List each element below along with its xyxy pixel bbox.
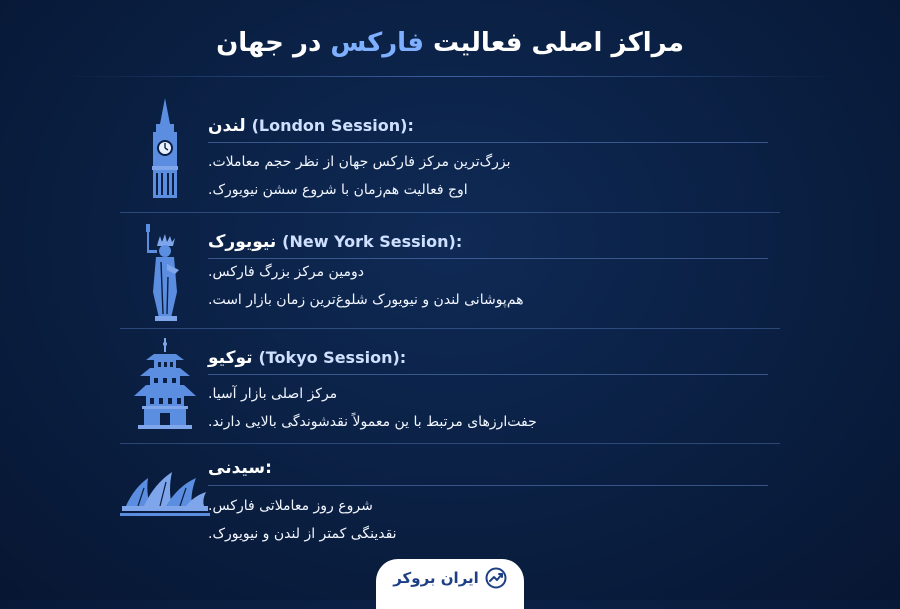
section-line: نقدینگی کمتر از لندن و نیویورک.: [208, 526, 397, 542]
section-heading: [208, 232, 462, 252]
heading-rule: [208, 142, 768, 143]
section-line: بزرگ‌ترین مرکز فارکس جهان از نظر حجم معاملات.: [208, 154, 511, 170]
section-heading: [208, 116, 414, 136]
big-ben-icon: [120, 98, 210, 200]
section-line: اوج فعالیت هم‌زمان با شروع سشن نیویورک.: [208, 182, 468, 198]
section-new-york: [120, 220, 780, 330]
page-title: [216, 28, 684, 58]
city-name-fa: نیویورک: [208, 232, 277, 252]
heading-rule: [208, 258, 768, 259]
session-name-en: (New York Session):: [282, 232, 463, 251]
session-name-en: (Tokyo Session):: [258, 348, 407, 367]
opera-house-icon: [120, 466, 210, 520]
chart-arrow-icon: [485, 567, 507, 589]
section-sydney: [120, 452, 780, 552]
section-divider: [120, 212, 780, 213]
section-heading: [208, 348, 406, 368]
section-tokyo: [120, 336, 780, 444]
section-line: شروع روز معاملاتی فارکس.: [208, 498, 373, 514]
city-name-fa: لندن: [208, 116, 246, 136]
section-line: جفت‌ارزهای مرتبط با ین معمولاً نقدشوندگی بالایی دارند.: [208, 414, 537, 430]
section-line: مرکز اصلی بازار آسیا.: [208, 386, 338, 402]
section-divider: [120, 328, 780, 329]
title-part-1: مراکز اصلی فعالیت: [423, 28, 684, 58]
brand-logo: [376, 559, 524, 609]
statue-of-liberty-icon: [120, 222, 210, 322]
heading-rule: [208, 374, 768, 375]
pagoda-icon: [120, 338, 210, 430]
title-part-2: در جهان: [216, 28, 331, 58]
section-heading: [208, 458, 272, 478]
city-name-fa: توکیو: [208, 348, 253, 368]
section-divider: [120, 443, 780, 444]
section-line: دومین مرکز بزرگ فارکس.: [208, 264, 364, 280]
section-london: [120, 98, 780, 210]
heading-rule: [208, 485, 768, 486]
title-highlight: فارکس: [330, 28, 424, 58]
session-name-en: (London Session):: [251, 116, 414, 135]
brand-logo-text: ایران بروکر: [393, 569, 479, 587]
title-wrap: [0, 28, 900, 58]
title-divider: [60, 76, 840, 77]
city-name-fa: سیدنی:: [208, 458, 272, 478]
section-line: هم‌پوشانی لندن و نیویورک شلوغ‌ترین زمان بازار است.: [208, 292, 524, 308]
